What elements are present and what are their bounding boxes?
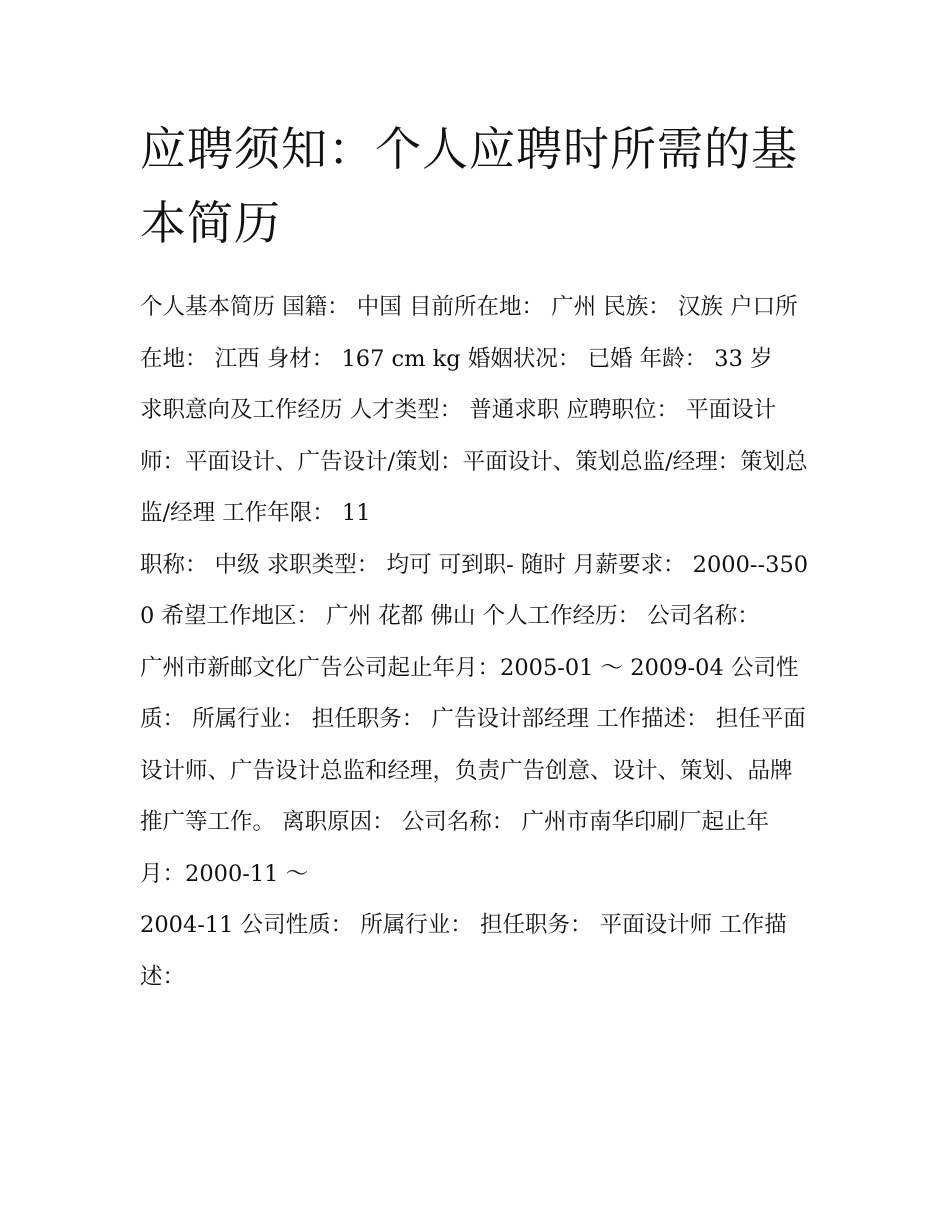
work-experience-paragraph: 广州市新邮文化广告公司起止年月：2005-01 ～ 2009-04 公司性质： 所属行业： 担任职务： 广告设计部经理 工作描述： 担任平面设计师、广告设计总监和经理，负责广告创意、设计、策划、品牌推广等工作。 离职原因： 公司名称： 广州市南华印刷厂起止年月：2000-11 ～ [140,654,806,887]
work-experience-continued-paragraph: 2004-11 公司性质： 所属行业： 担任职务： 平面设计师 工作描述： [140,912,787,990]
document-title: 应聘须知：个人应聘时所需的基本简历 [140,122,798,250]
document-content [140,112,812,1003]
basic-info-paragraph: 个人基本简历 国籍： 中国 目前所在地： 广州 民族： 汉族 户口所在地： 江西 身材： 167 cm kg 婚姻状况： 已婚 年龄： 33 岁 [140,294,798,372]
job-intention-paragraph: 求职意向及工作经历 人才类型： 普通求职 应聘职位： 平面设计师：平面设计、广告设计/策划：平面设计、策划总监/经理：策划总监/经理 工作年限： 11 [140,397,808,526]
job-requirements-paragraph: 职称： 中级 求职类型： 均可 可到职- 随时 月薪要求： 2000--3500 希望工作地区： 广州 花都 佛山 个人工作经历： 公司名称： [140,551,809,629]
